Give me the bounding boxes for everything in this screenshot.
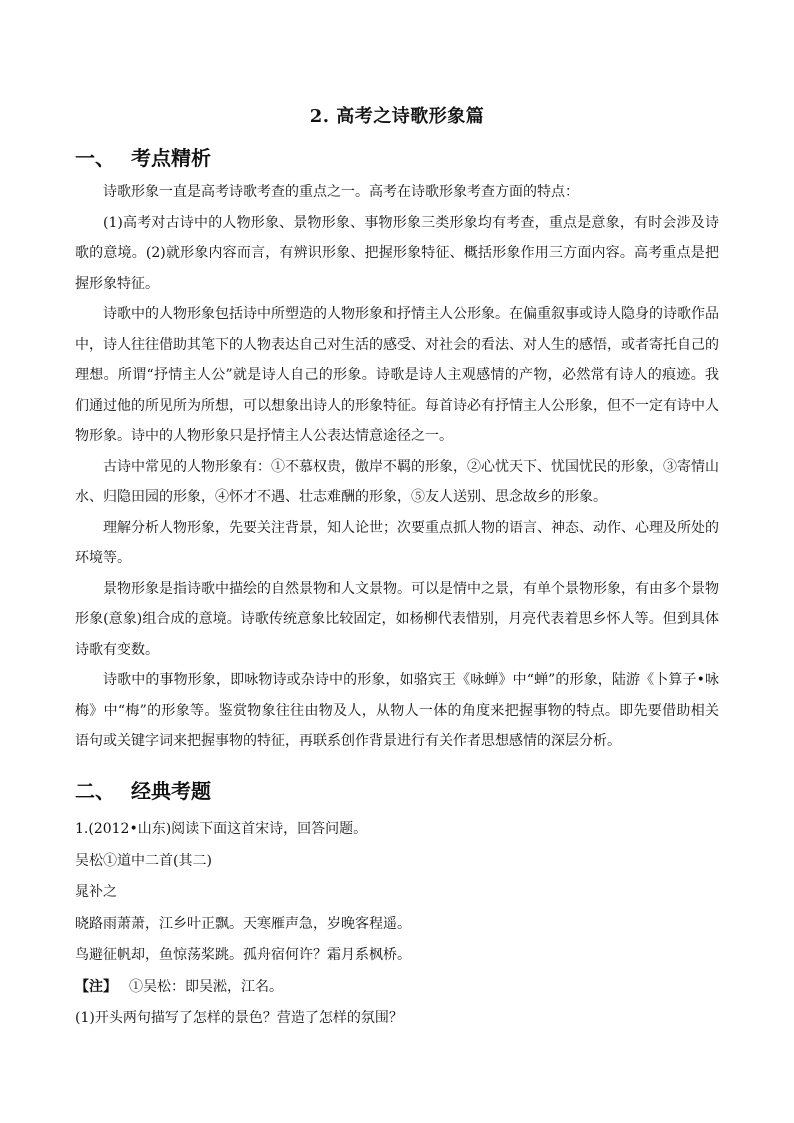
section-number: 二、 <box>75 779 115 803</box>
paragraph: 诗歌形象一直是高考诗歌考查的重点之一。高考在诗歌形象考查方面的特点： <box>103 184 579 200</box>
note-label: 【注】 <box>75 978 117 995</box>
section-number: 一、 <box>75 146 115 170</box>
note-text: ①吴松：即吴淞，江名。 <box>129 978 283 995</box>
paragraph: 诗歌中的事物形象，即咏物诗或杂诗中的形象，如骆宾王《咏蝉》中“蝉”的形象，陆游《卜算子•咏梅》中“梅”的形象等。鉴赏物象往往由物及人，从物人一体的角度来把握事物的特点。即先要借助相关语句或关键字词来把握事物的特征，再联系创作背景进行有关作者思想感情的深层分析。 <box>75 672 719 749</box>
section-label: 经典考题 <box>131 779 211 803</box>
paragraph: 古诗中常见的人物形象有：①不慕权贵，傲岸不羁的形象，②心忧天下、忧国忧民的形象，③寄情山水、归隐田园的形象，④怀才不遇、壮志难酬的形象，⑤友人送别、思念故乡的形象。 <box>75 458 719 505</box>
document-title: 2. 高考之诗歌形象篇 <box>309 106 485 127</box>
poem-author: 晁补之 <box>75 884 117 900</box>
paragraph: 理解分析人物形象，先要关注背景，知人论世；次要重点抓人物的语言、神态、动作、心理及所处的环境等。 <box>75 519 719 566</box>
poem-title: 吴松①道中二首(其二) <box>75 852 212 869</box>
paragraph: 景物形象是指诗歌中描绘的自然景物和人文景物。可以是情中之景，有单个景物形象，有由多个景物形象(意象)组合成的意境。诗歌传统意象比较固定，如杨柳代表惜别，月亮代表着思乡怀人等。但到具体诗歌有变数。 <box>75 580 719 658</box>
sub-question: (1)开头两句描写了怎样的景色？营造了怎样的氛围？ <box>75 1010 403 1026</box>
question-block <box>75 814 719 1035</box>
paragraph: (1)高考对古诗中的人物形象、景物形象、事物形象三类形象均有考查，重点是意象，有时会涉及诗歌的意境。(2)就形象内容而言，有辨识形象、把握形象特征、概括形象作用三方面内容。高考重点是把握形象特征。 <box>75 214 719 292</box>
section-body <box>75 177 719 757</box>
poem-line: 晓路雨萧萧，江乡叶正飘。天寒雁声急，岁晚客程遥。 <box>75 915 411 932</box>
section-label: 考点精析 <box>131 146 211 170</box>
section-heading-2 <box>75 777 211 805</box>
poem-line: 鸟避征帆却，鱼惊荡桨跳。孤舟宿何许？霜月系枫桥。 <box>75 947 411 963</box>
poem-note <box>75 972 719 1004</box>
section-heading-1 <box>75 144 211 172</box>
paragraph: 诗歌中的人物形象包括诗中所塑造的人物形象和抒情主人公形象。在偏重叙事或诗人隐身的诗歌作品中，诗人往往借助其笔下的人物表达自己对生活的感受、对社会的看法、对人生的感悟，或者寄托自己的理想。所谓“抒情主人公”就是诗人自己的形象。诗歌是诗人主观感情的产物，必然常有诗人的痕迹。我们通过他的所见所为所想，可以想象出诗人的形象特征。每首诗必有抒情主人公形象，但不一定有诗中人物形象。诗中的人物形象只是抒情主人公表达情意途径之一。 <box>75 306 719 444</box>
question-prompt: 1.(2012•山东)阅读下面这首宋诗，回答问题。 <box>75 821 368 837</box>
